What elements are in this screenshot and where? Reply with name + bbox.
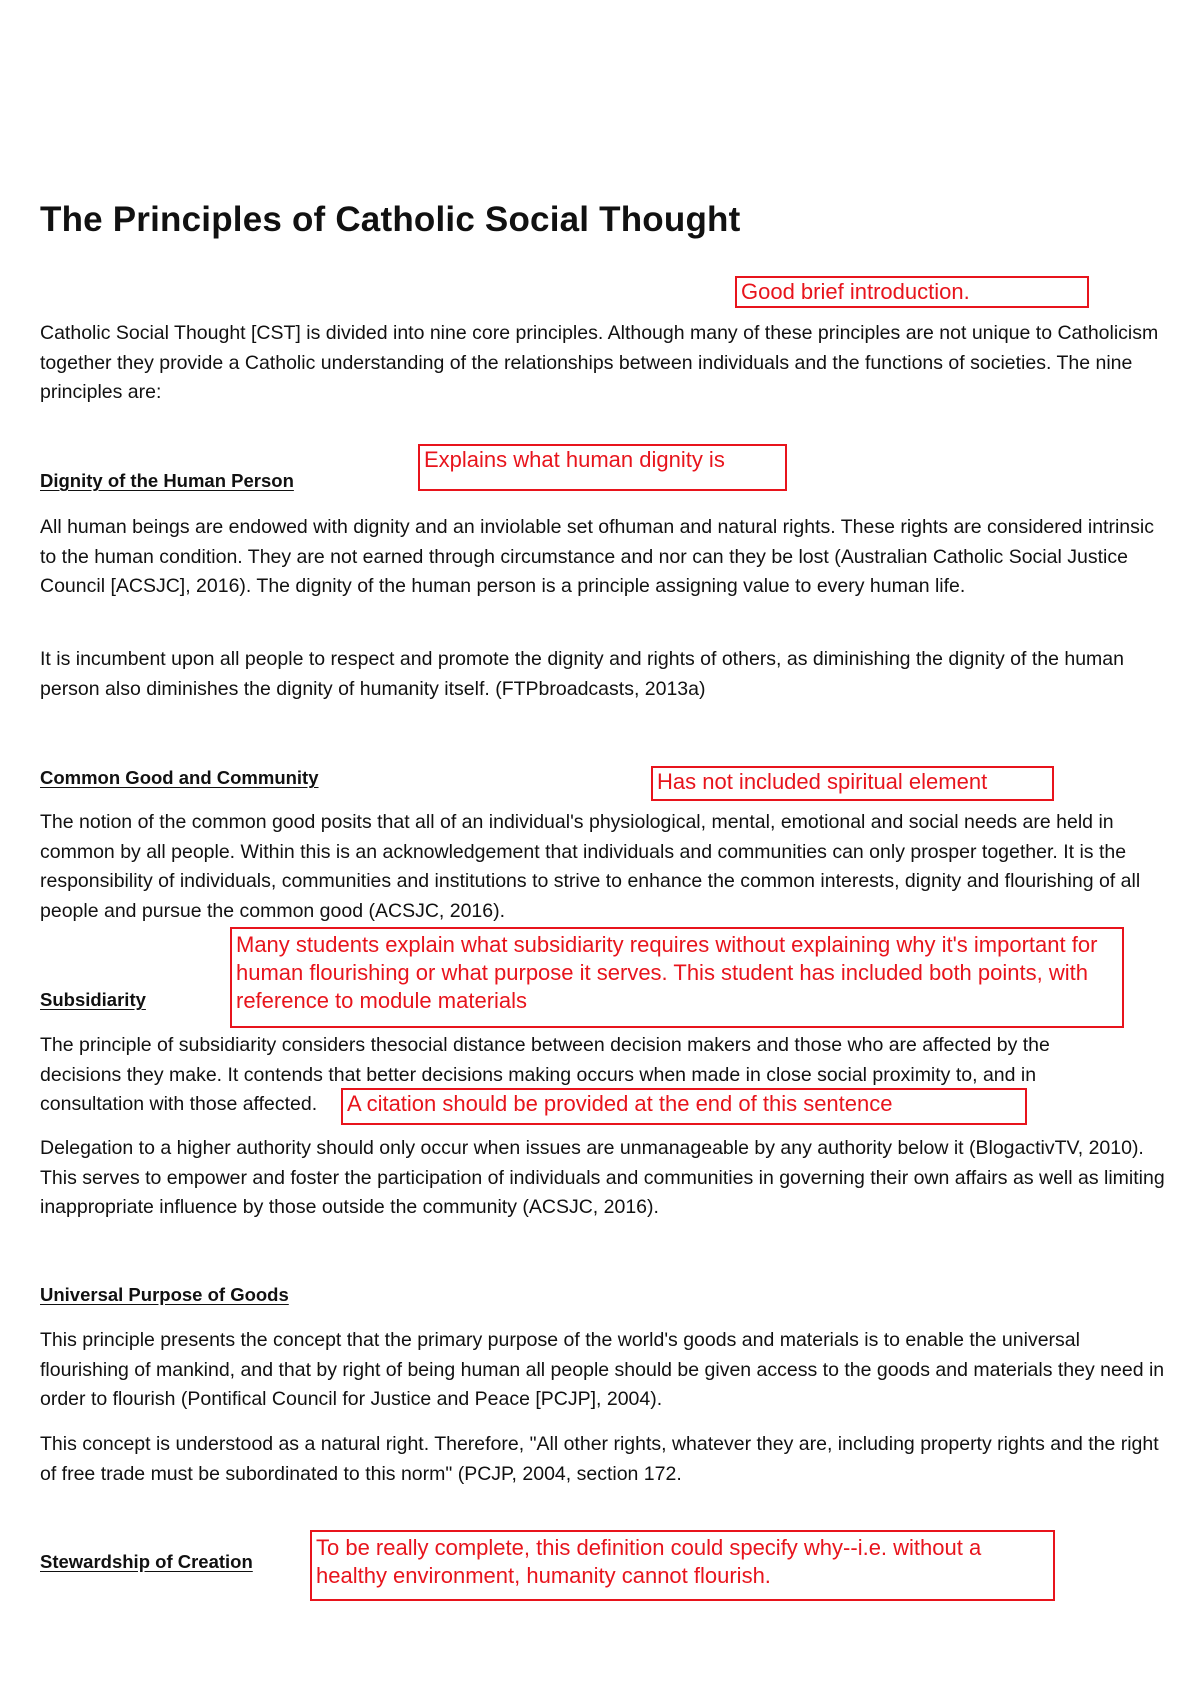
section-heading-stewardship: Stewardship of Creation (40, 1551, 253, 1572)
section-paragraph: The principle of subsidiarity considers thesocial distance between decision makers and those who are affected by the decisions they make. It contends that better decisions making occurs when made in close social proximity to, and in consultation with those affected. (40, 1034, 1050, 1115)
section-paragraph: This concept is understood as a natural right. Therefore, "All other rights, whatever they are, including property rights and the right of free trade must be subordinated to this norm" (PCJP, 2004, section 172. (40, 1433, 1159, 1485)
annotation-citation: A citation should be provided at the end of this sentence (341, 1088, 1027, 1125)
section-paragraph: The notion of the common good posits that all of an individual's physiological, mental, emotional and social needs are held in common by all people. Within this is an acknowledgement that individuals and communities can only prosper together. It is the responsibility of individuals, communities and institutions to strive to enhance the common interests, dignity and flourishing of all people and pursue the common good (ACSJC, 2016). (40, 811, 1141, 922)
intro-paragraph: Catholic Social Thought [CST] is divided into nine core principles. Although many of these principles are not unique to Catholicism together they provide a Catholic understanding of the relationships between individuals and the functions of societies. The nine principles are: (40, 322, 1159, 403)
annotation-common-good: Has not included spiritual element (651, 766, 1054, 801)
section-paragraph: All human beings are endowed with dignity and an inviolable set ofhuman and natural rights. These rights are considered intrinsic to the human condition. They are not earned through circumstance and nor can they be lost (Australian Catholic Social Justice Council [ACSJC], 2016). The dignity of the human person is a principle assigning value to every human life. (40, 516, 1154, 597)
section-paragraph: This principle presents the concept that the primary purpose of the world's goods and materials is to enable the universal flourishing of mankind, and that by right of being human all people should be given access to the goods and materials they need in order to flourish (Pontifical Council for Justice and Peace [PCJP], 2004). (40, 1329, 1165, 1410)
annotation-stewardship: To be really complete, this definition could specify why--i.e. without a healthy environment, humanity cannot flourish. (310, 1530, 1055, 1601)
section-heading-universal-purpose: Universal Purpose of Goods (40, 1284, 289, 1305)
annotation-dignity: Explains what human dignity is (418, 444, 787, 491)
document-title: The Principles of Catholic Social Thought (40, 200, 741, 239)
annotation-subsidiarity: Many students explain what subsidiarity requires without explaining why it's important for human flourishing or what purpose it serves. This student has included both points, with reference to module materials (230, 927, 1124, 1028)
section-heading-dignity: Dignity of the Human Person (40, 470, 294, 491)
section-heading-subsidiarity: Subsidiarity (40, 989, 146, 1010)
section-heading-common-good: Common Good and Community (40, 767, 319, 788)
annotation-intro: Good brief introduction. (735, 276, 1089, 308)
section-paragraph: Delegation to a higher authority should only occur when issues are unmanageable by any authority below it (BlogactivTV, 2010). This serves to empower and foster the participation of individuals and communities in governing their own affairs as well as limiting inappropriate influence by those outside the community (ACSJC, 2016). (40, 1137, 1165, 1218)
section-paragraph: It is incumbent upon all people to respect and promote the dignity and rights of others, as diminishing the dignity of the human person also diminishes the dignity of humanity itself. (FTPbroadcasts, 2013a) (40, 648, 1124, 700)
